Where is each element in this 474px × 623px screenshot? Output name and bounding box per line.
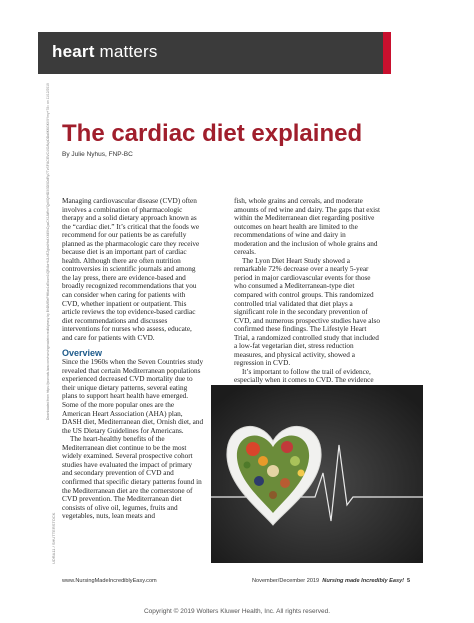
blueberries xyxy=(254,476,264,486)
right-paragraph-1: fish, whole grains and cereals, and moderate amounts of red wine and dairy. The gaps that exist within the Mediterranean diet regarding positive outcomes on heart health are limited to the recommendations of wine and dairy in moderation and the inclusion of whole grains and cereals. xyxy=(234,197,380,257)
banner-light-word: matters xyxy=(94,42,158,61)
copyright-notice: Copyright © 2019 Wolters Kluwer Health, Inc. All rights reserved. xyxy=(143,608,331,615)
intro-paragraph: Managing cardiovascular disease (CVD) often involves a combination of pharmacologic therapy and a solid dietary approach known as the “cardiac diet.” It’s critical that the foods we recommend for our patients be as carefully planned as the pharmacologic care they receive because diet is an important part of cardiac health. Although there are often nutrition controversies in scientific journals and among the lay press, there are evidence-based and broadly recognized recommendations that you can consider when caring for patients with CVD, whether inpatient or outpatient. This article reviews the top evidence-based cardiac diet recommendations and discusses interventions for nurses who assess, educate, and care for patients with CVD. xyxy=(62,197,200,342)
berries xyxy=(281,441,293,453)
article-byline: By Julie Nyhus, FNP-BC xyxy=(62,151,133,158)
heart-food-photo xyxy=(211,385,423,563)
tomato xyxy=(246,442,260,456)
footer-magazine: Nursing made Incredibly Easy! xyxy=(322,578,405,584)
overview-heading: Overview xyxy=(62,348,103,359)
overview-paragraph-2: The heart-healthy benefits of the Mediterranean diet continue to be the most widely examined. Several prospective cohort studies have evaluated the impact of primary and secondary prevention of CVD and confirmed that specific dietary patterns found in the Mediterranean diet are the cornerstone of CVD prevention. The Mediterranean diet consists of olive oil, legumes, fruits and vegetables, nuts, lean meats and xyxy=(62,435,202,521)
section-banner xyxy=(38,32,391,74)
salmon xyxy=(280,478,290,488)
article-left-column xyxy=(62,197,204,521)
article-right-column xyxy=(234,197,380,394)
grains xyxy=(267,465,279,477)
photo-credit: UDRA11 / SHUTTERSTOCK xyxy=(51,512,56,564)
pepper xyxy=(298,470,305,477)
banner-accent-bar xyxy=(383,32,391,74)
right-paragraph-3: It’s important to follow the trail of evidence, especially when it comes to CVD. The evidence xyxy=(234,367,374,385)
broccoli xyxy=(244,462,251,469)
citrus xyxy=(258,456,268,466)
avocado xyxy=(290,456,300,466)
section-banner-label xyxy=(52,42,158,62)
page-number: 5 xyxy=(407,578,411,584)
right-paragraph-2: The Lyon Diet Heart Study showed a remarkable 72% decrease over a nearly 5-year period in major cardiovascular events for those who consumed a Mediterranean-type diet compared with control groups. This randomized controlled trial validated that diet plays a significant role in the secondary prevention of CVD, and numerous prospective studies have also confirmed these findings. The Lifestyle Heart Trial, a randomized controlled study that included a low-fat vegetarian diet, stress reduction measures, and physical activity, showed a regression in CVD. xyxy=(234,256,380,368)
footer-date: November/December 2019 xyxy=(252,578,320,584)
nuts xyxy=(269,491,277,499)
overview-paragraph-1: Since the 1960s when the Seven Countries study revealed that certain Mediterranean populations experienced decreased CVD mortality due to their unique dietary patterns, several eating plans to support heart health have emerged. Some of the more popular ones are the American Heart Association (AHA) plan, DASH diet, Mediterranean diet, Ornish diet, and the US Dietary Guidelines for Americans. xyxy=(62,358,204,435)
footer-website: www.NursingMadeIncrediblyEasy.com xyxy=(62,578,157,584)
article-title: The cardiac diet explained xyxy=(62,120,363,147)
banner-bold-word: heart xyxy=(52,42,95,61)
footer-issue xyxy=(252,578,410,584)
download-notice: Downloaded from https://journals.lww.com/nursingmadeincrediblyeasy by BhDMf5ePHKav1zEoum1tQfN4a+kJLhEZgbsIHo4XMi0hCywCX1AWnYQp/IlQrHD3i3D0OdRyi7TvSFl4Cf3VC4/OAVpDDa8KKGKV0Ymy+78= on 11/12/2019 xyxy=(46,83,50,420)
